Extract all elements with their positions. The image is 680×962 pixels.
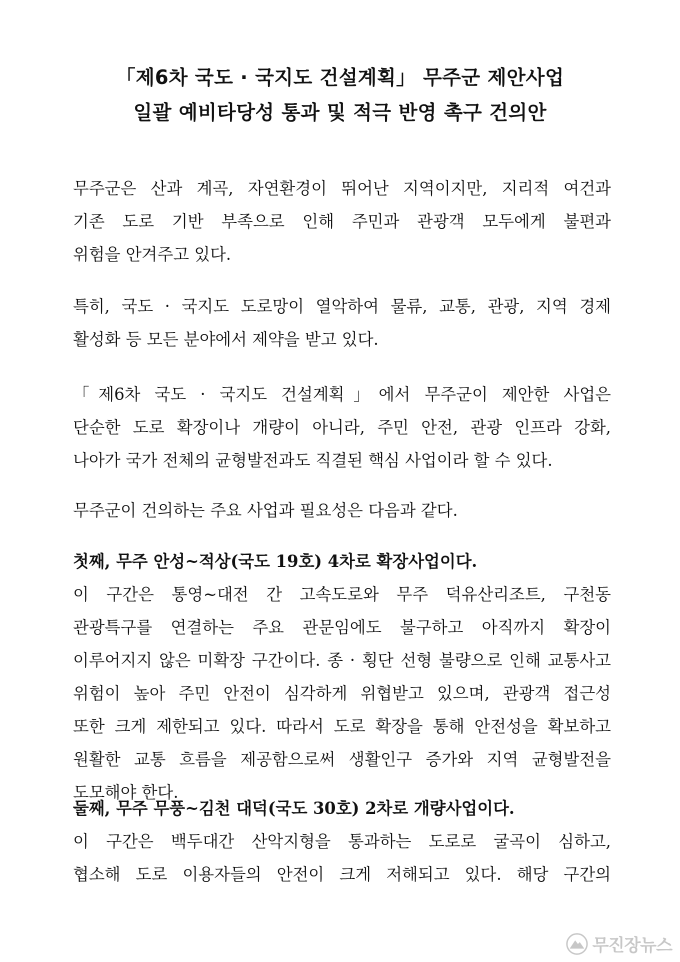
paragraph-line: 무주군이 건의하는 주요 사업과 필요성은 다음과 같다. — [73, 501, 458, 520]
mountain-logo-icon — [566, 933, 588, 955]
item-2-heading: 둘째, 무주 무풍~김천 대덕(국도 30호) 2차로 개량사업이다. — [73, 799, 515, 818]
paragraph-line: 이 구간은 백두대간 산악지형을 통과하는 도로로 굴곡이 심하고, — [73, 832, 611, 851]
paragraph-line: 관광특구를 연결하는 주요 관문임에도 불구하고 아직까지 확장이 — [73, 618, 611, 637]
paragraph-line: 협소해 도로 이용자들의 안전이 크게 저해되고 있다. 해당 구간의 — [73, 865, 611, 884]
paragraph-line: 나아가 국가 전체의 균형발전과도 직결된 핵심 사업이라 할 수 있다. — [73, 451, 553, 470]
paragraph-line: 무주군은 산과 계곡, 자연환경이 뛰어난 지역이지만, 지리적 여건과 — [73, 179, 611, 198]
paragraph-line: 위험을 안겨주고 있다. — [73, 245, 232, 264]
paragraph-line: 위험이 높아 주민 안전이 심각하게 위협받고 있으며, 관광객 접근성 — [73, 684, 611, 703]
intro-paragraph — [73, 172, 611, 271]
paragraph-line: 이루어지지 않은 미확장 구간이다. 종 · 횡단 선형 불량으로 인해 교통사고 — [73, 651, 611, 670]
paragraph-line: 또한 크게 제한되고 있다. 따라서 도로 확장을 통해 안전성을 확보하고 — [73, 717, 611, 736]
item-1-section — [73, 545, 611, 809]
paragraph-road-network — [73, 290, 611, 356]
title-line-2: 일괄 예비타당성 통과 및 적극 반영 촉구 건의안 — [133, 101, 547, 124]
title-line-1: 「제6차 국도 · 국지도 건설계획」 무주군 제안사업 — [115, 66, 565, 89]
item-2-section — [73, 792, 611, 891]
paragraph-line: 단순한 도로 확장이나 개량이 아니라, 주민 안전, 관광 인프라 강화, — [73, 418, 611, 437]
paragraph-line: 「제6차 국도 · 국지도 건설계획」에서 무주군이 제안한 사업은 — [73, 385, 611, 404]
paragraph-line: 활성화 등 모든 분야에서 제약을 받고 있다. — [73, 330, 379, 349]
paragraph-construction-plan — [73, 378, 611, 477]
paragraph-line: 기존 도로 기반 부족으로 인해 주민과 관광객 모두에게 불편과 — [73, 212, 611, 231]
news-watermark — [566, 931, 672, 956]
paragraph-line: 특히, 국도 · 국지도 도로망이 열악하여 물류, 교통, 관광, 지역 경제 — [73, 297, 611, 316]
item-1-heading: 첫째, 무주 안성~적상(국도 19호) 4차로 확장사업이다. — [73, 552, 478, 571]
paragraph-proposal-intro — [73, 494, 611, 527]
paragraph-line: 원활한 교통 흐름을 제공함으로써 생활인구 증가와 지역 균형발전을 — [73, 750, 611, 769]
paragraph-line: 이 구간은 통영~대전 간 고속도로와 무주 덕유산리조트, 구천동 — [73, 585, 611, 604]
watermark-text: 무진장뉴스 — [592, 936, 672, 956]
document-title — [0, 60, 680, 130]
paragraph-line: 도모해야 한다. — [73, 783, 179, 802]
